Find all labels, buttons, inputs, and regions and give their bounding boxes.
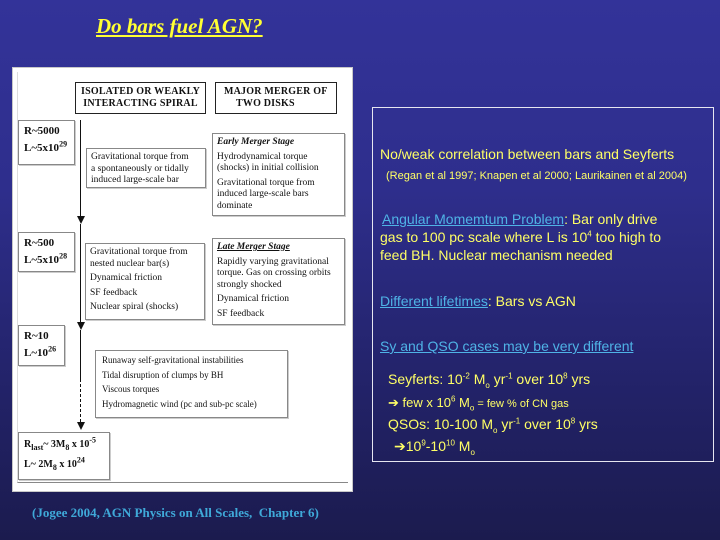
- early-merger-box: Early Merger Stage Hydrodynamical torque (shocks) in initial collision Gravitational torque from induced large-scale bars dominate: [212, 133, 345, 216]
- point-sy-qso: [380, 337, 633, 355]
- flow-line: [80, 224, 81, 324]
- lifetimes-link[interactable]: Different lifetimes: [380, 293, 488, 309]
- header-isolated-spiral: ISOLATED OR WEAKLY INTERACTING SPIRAL: [75, 82, 206, 114]
- scale-10: R~10 $L\sim 10^{26}$: [18, 325, 65, 366]
- scale-5000: R~5000 $L\sim 5x10^{29}$: [18, 120, 75, 165]
- late-merger-box: Late Merger Stage Rapidly varying gravitational torque. Gas on crossing orbits strongly shocked Dynamical friction SF feedback: [212, 238, 345, 325]
- sy-qso-link[interactable]: Sy and QSO cases may be very different: [380, 338, 634, 354]
- arrow-right-icon: ➔: [394, 438, 406, 454]
- flow-line-dashed: [80, 384, 81, 422]
- flow-line: [80, 330, 81, 382]
- citation: (Jogee 2004, AGN Physics on All Scales, Chapter 6): [32, 505, 319, 520]
- scale-500: R~500 $L\sim 5x10^{28}$: [18, 232, 75, 272]
- qsos-mass: $➔10^9-10^{10}$ $M_o$: [394, 438, 475, 457]
- seyferts-rate: Seyferts: $10^{-2}$ $M_o$ $yr^{-1}$ over $10^8$ yrs: [388, 371, 591, 390]
- arrow-down-icon: [77, 422, 85, 430]
- point-angular-momentum: Angular Momemtum Problem: Bar only drive: [382, 211, 658, 227]
- qsos-rate: QSOs: 10-100 $M_o$ $yr^{-1}$ over $10^8$ yrs: [388, 416, 598, 435]
- arrow-down-icon: [77, 322, 85, 330]
- spiral-nuclear-box: Gravitational torque from nested nuclear bar(s) Dynamical friction SF feedback Nuclear spiral (shocks): [85, 243, 205, 320]
- header-major-merger: MAJOR MERGER OF TWO DISKS: [215, 82, 337, 114]
- point-correlation: No/weak correlation between bars and Seyferts: [380, 146, 675, 162]
- point-references: (Regan et al 1997; Knapen et al 2000; Laurikainen et al 2004): [386, 170, 687, 182]
- point-angular-line2: gas to 100 pc scale where L is $10^4$ too high to: [380, 229, 662, 245]
- point-angular-line3: feed BH. Nuclear mechanism needed: [380, 247, 613, 263]
- slide-title: Do bars fuel AGN?: [96, 14, 263, 38]
- spiral-large-scale-box: Gravitational torque from a spontaneously or tidally induced large-scale bar: [86, 148, 206, 188]
- arrow-down-icon: [77, 216, 85, 224]
- point-lifetimes: Different lifetimes: Bars vs AGN: [380, 293, 576, 309]
- arrow-right-icon: ➔: [388, 395, 399, 410]
- small-scale-box: Runaway self-gravitational instabilities Tidal disruption of clumps by BH Viscous torques Hydromagnetic wind (pc and sub-pc scale): [95, 350, 288, 418]
- scale-last: $R_{last}\sim$ $3M_8$ x $10^{-5}$ L~ $2M_8$ x $10^{24}$: [18, 432, 110, 480]
- flow-line: [80, 120, 81, 218]
- seyferts-mass: ➔ few x $10^6$ $M_o$ = few % of CN gas: [388, 394, 569, 413]
- angular-momentum-link[interactable]: Angular Momemtum Problem: [382, 211, 565, 227]
